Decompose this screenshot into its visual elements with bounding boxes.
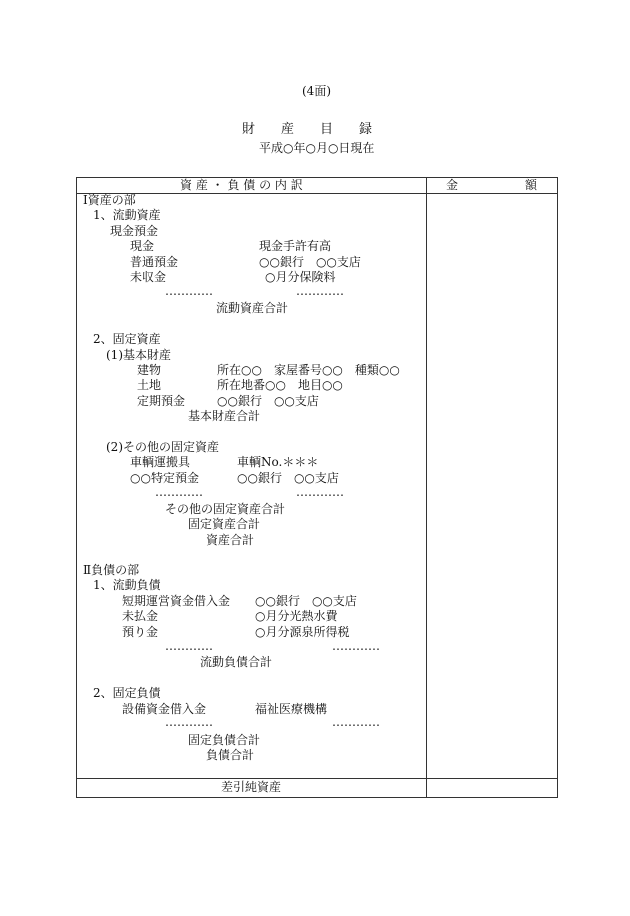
header-divider: [76, 193, 557, 194]
header-breakdown: 資 産 ・ 負 債 の 内 訳: [180, 178, 303, 192]
ellipsis: …………: [296, 284, 344, 298]
detail: 福祉医療機構: [255, 702, 328, 716]
item: 未払金: [122, 609, 159, 623]
detail: ○月分保険料: [265, 270, 336, 284]
fixed-assets: 2、固定資産: [93, 332, 161, 346]
basic-property-total: 基本財産合計: [188, 409, 261, 423]
detail: 所在○○ 家屋番号○○ 種類○○: [217, 363, 400, 377]
current-assets: 1、流動資産: [93, 208, 161, 222]
item: 車輌運搬具: [130, 455, 191, 469]
detail: ○月分光熱水費: [255, 609, 338, 623]
basic-property: (1)基本財産: [106, 348, 171, 362]
detail: ○月分源泉所得税: [255, 625, 350, 639]
item: 未収金: [130, 270, 167, 284]
item: 建物: [137, 363, 162, 377]
item: 設備資金借入金: [122, 702, 207, 716]
item: 普通預金: [130, 255, 179, 269]
item: 短期運営資金借入金: [122, 594, 231, 608]
ellipsis: …………: [165, 284, 213, 298]
ellipsis: …………: [332, 715, 380, 729]
detail: ○○銀行 ○○支店: [217, 394, 319, 408]
document-title: 財 産 目 録: [242, 122, 373, 137]
fixed-liabilities-total: 固定負債合計: [188, 733, 261, 747]
liabilities-section: Ⅱ負債の部: [83, 563, 140, 577]
fixed-liabilities: 2、固定負債: [93, 686, 161, 700]
other-fixed-total: その他の固定資産合計: [165, 502, 286, 516]
item: 現金: [130, 239, 155, 253]
detail: 現金手許有高: [259, 239, 332, 253]
ellipsis: …………: [296, 485, 344, 499]
liabilities-total: 負債合計: [206, 748, 255, 762]
net-assets: 差引純資産: [221, 780, 282, 794]
header-amount-2: 額: [525, 178, 538, 192]
ellipsis: …………: [165, 639, 213, 653]
item: 定期預金: [137, 394, 186, 408]
header-amount-1: 金: [446, 178, 459, 192]
current-liabilities-total: 流動負債合計: [200, 655, 273, 669]
assets-section: Ⅰ資産の部: [83, 193, 136, 207]
page-label: (4面): [302, 84, 331, 98]
other-fixed-assets: (2)その他の固定資産: [106, 440, 219, 454]
as-of-date: 平成○年○月○日現在: [259, 141, 375, 155]
cash-deposits: 現金預金: [110, 224, 159, 238]
item: 土地: [137, 378, 162, 392]
detail: 所在地番○○ 地目○○: [217, 378, 343, 392]
item: ○○特定預金: [130, 471, 199, 485]
current-liabilities: 1、流動負債: [93, 578, 161, 592]
footer-divider: [76, 778, 557, 779]
ellipsis: …………: [332, 639, 380, 653]
column-divider: [426, 177, 427, 797]
fixed-assets-total: 固定資産合計: [188, 517, 261, 531]
ellipsis: …………: [155, 485, 203, 499]
detail: ○○銀行 ○○支店: [259, 255, 361, 269]
assets-total: 資産合計: [206, 533, 255, 547]
current-assets-total: 流動資産合計: [216, 301, 289, 315]
detail: ○○銀行 ○○支店: [255, 594, 357, 608]
detail: ○○銀行 ○○支店: [237, 471, 339, 485]
detail: 車輌No.＊＊＊: [237, 455, 319, 469]
ellipsis: …………: [165, 715, 213, 729]
item: 預り金: [122, 625, 159, 639]
